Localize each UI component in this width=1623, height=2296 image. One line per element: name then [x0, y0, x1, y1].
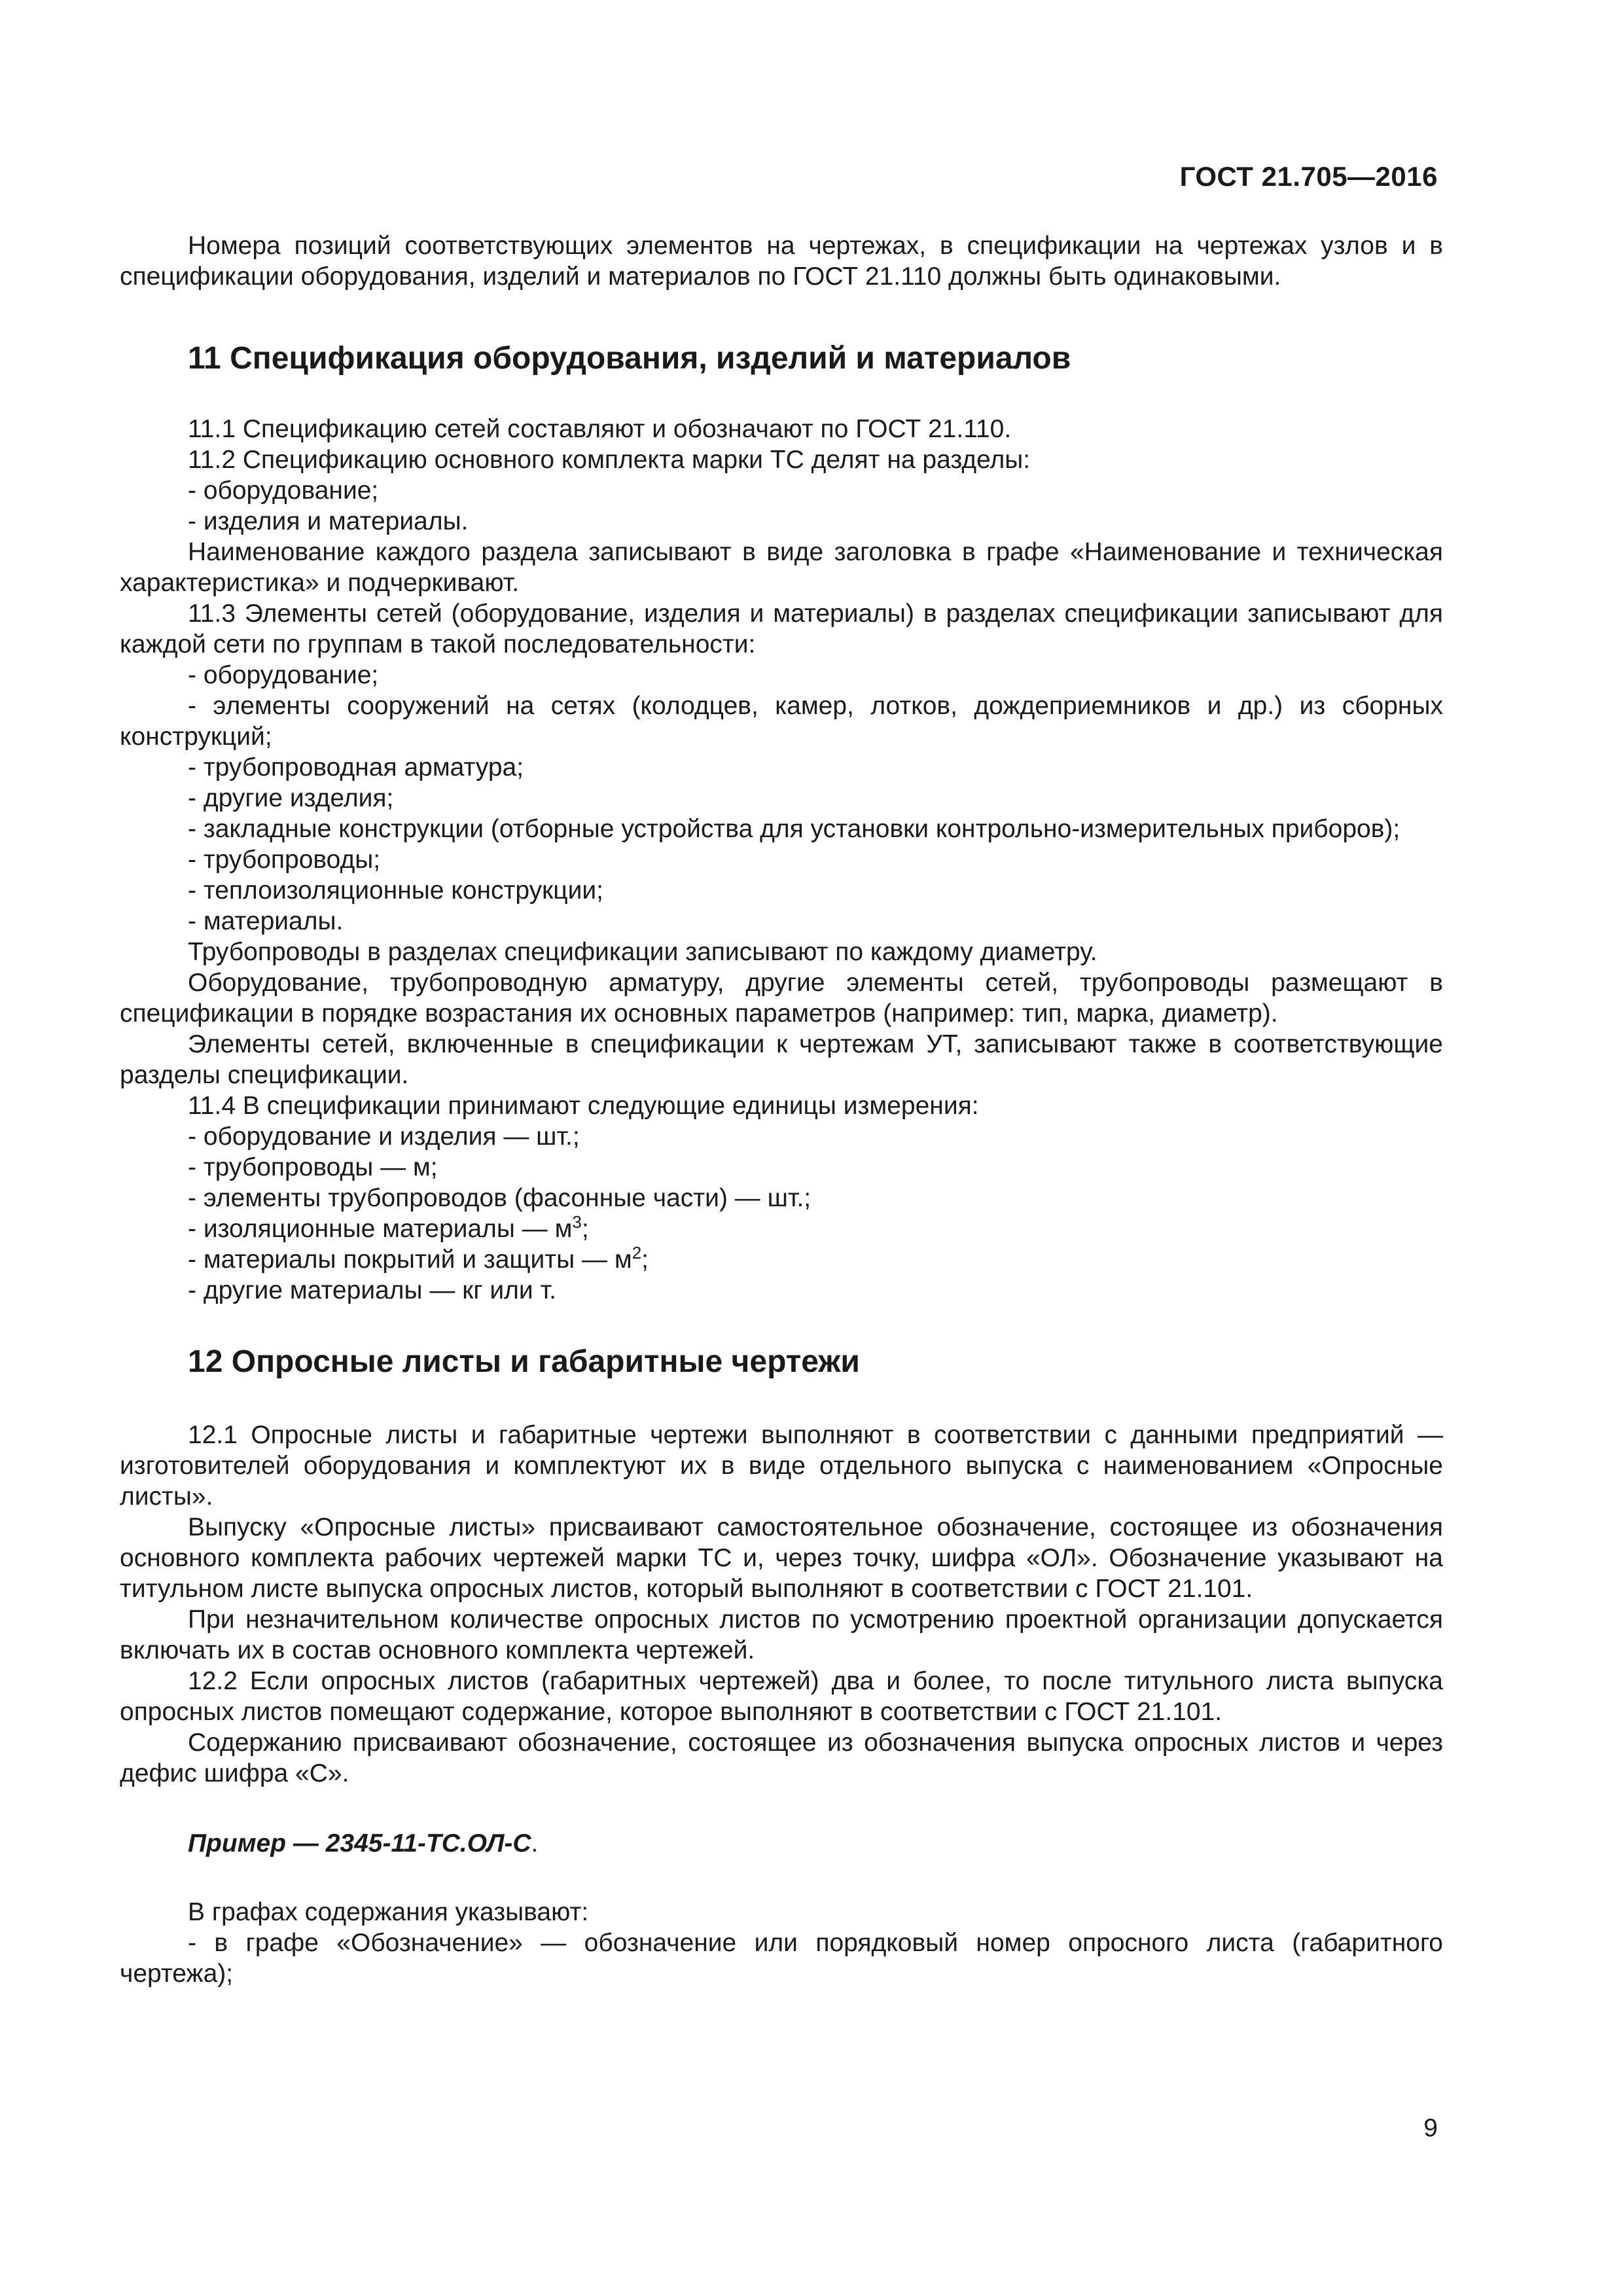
clause-11-4: 11.4 В спецификации принимают следующие единицы измерения: [188, 1092, 979, 1120]
unit-exponent: 3 [572, 1212, 582, 1232]
list-item: - элементы сооружений на сетях (колодцев, камер, лотков, дождеприемников и др.) из сборных конструкций; [120, 692, 1443, 751]
document-code-header: ГОСТ 21.705—2016 [1179, 161, 1438, 192]
unit-item: - оборудование и изделия — шт.; [188, 1122, 580, 1151]
example-end: . [531, 1829, 539, 1857]
list-item: - закладные конструкции (отборные устройства для установки контрольно-измерительных приборов); [188, 815, 1400, 843]
list-item: - трубопроводы; [188, 846, 381, 874]
paragraph: Наименование каждого раздела записывают в виде заголовка в графе «Наименование и техническая характеристика» и подчеркивают. [120, 538, 1443, 597]
section-12-heading: 12 Опросные листы и габаритные чертежи [188, 1344, 860, 1379]
paragraph: При незначительном количестве опросных листов по усмотрению проектной организации допускается включать их в состав основного комплекта чертежей. [120, 1605, 1443, 1664]
paragraph: В графах содержания указывают: [188, 1898, 589, 1926]
clause-12-2: 12.2 Если опросных листов (габаритных чертежей) два и более, то после титульного листа выпуска опросных листов помещают содержание, которое выполняют в соответствии с ГОСТ 21.101. [120, 1667, 1443, 1726]
unit-exponent: 2 [632, 1243, 642, 1263]
unit-item [120, 1244, 1443, 1275]
paragraph: Номера позиций соответствующих элементов на чертежах, в спецификации на чертежах узлов и в спецификации оборудования, изделий и материалов по ГОСТ 21.110 должны быть одинаковыми. [120, 232, 1443, 291]
unit-item: - элементы трубопроводов (фасонные части) — шт.; [188, 1184, 812, 1212]
clause-11-2: 11.2 Спецификацию основного комплекта марки ТС делят на разделы: [188, 446, 1031, 474]
clause-11-1: 11.1 Спецификацию сетей составляют и обозначают по ГОСТ 21.110. [188, 415, 1012, 443]
paragraph: Элементы сетей, включенные в спецификации к чертежам УТ, записывают также в соответствующие разделы спецификации. [120, 1030, 1443, 1089]
list-item: - оборудование; [188, 661, 379, 689]
paragraph: Оборудование, трубопроводную арматуру, другие элементы сетей, трубопроводы размещают в спецификации в порядке возрастания их основных параметров (например: тип, марка, диаметр). [120, 969, 1443, 1028]
list-item: - материалы. [188, 907, 344, 935]
unit-item: - трубопроводы — м; [188, 1153, 438, 1181]
paragraph: Выпуску «Опросные листы» присваивают самостоятельное обозначение, состоящее из обозначения основного комплекта рабочих чертежей марки ТС и, через точку, шифра «ОЛ». Обозначение указывают на титульном листе выпуска опросных листов, который выполняют в соответствии с ГОСТ 21.101. [120, 1513, 1443, 1603]
example-note [120, 1828, 1443, 1859]
document-body [120, 230, 1443, 1989]
unit-text-end: ; [641, 1246, 649, 1274]
clause-12-1: 12.1 Опросные листы и габаритные чертежи выполняют в соответствии с данными предприятий — изготовителей оборудования и комплектуют их в виде отдельного выпуска с наименованием «Опросные листы». [120, 1421, 1443, 1511]
page-number: 9 [1423, 2114, 1438, 2142]
list-item: - теплоизоляционные конструкции; [188, 876, 603, 905]
example-label: Пример — 2345-11-ТС.ОЛ-С [188, 1829, 531, 1857]
unit-item [120, 1213, 1443, 1244]
unit-text: - материалы покрытий и защиты — м [188, 1246, 632, 1274]
section-11-heading: 11 Спецификация оборудования, изделий и материалов [188, 341, 1071, 376]
paragraph: Содержанию присваивают обозначение, состоящее из обозначения выпуска опросных листов и через дефис шифра «С». [120, 1729, 1443, 1787]
paragraph: Трубопроводы в разделах спецификации записывают по каждому диаметру. [188, 938, 1097, 966]
list-item: - трубопроводная арматура; [188, 753, 524, 781]
clause-11-3: 11.3 Элементы сетей (оборудование, изделия и материалы) в разделах спецификации записывают для каждой сети по группам в такой последовательности: [120, 600, 1443, 658]
list-item: - в графе «Обозначение» — обозначение или порядковый номер опросного листа (габаритного чертежа); [120, 1929, 1443, 1988]
list-item: - изделия и материалы. [188, 507, 469, 535]
unit-item: - другие материалы — кг или т. [188, 1276, 556, 1304]
unit-text-end: ; [581, 1215, 589, 1243]
list-item: - другие изделия; [188, 784, 394, 812]
unit-text: - изоляционные материалы — м [188, 1215, 573, 1243]
list-item: - оборудование; [188, 476, 379, 505]
